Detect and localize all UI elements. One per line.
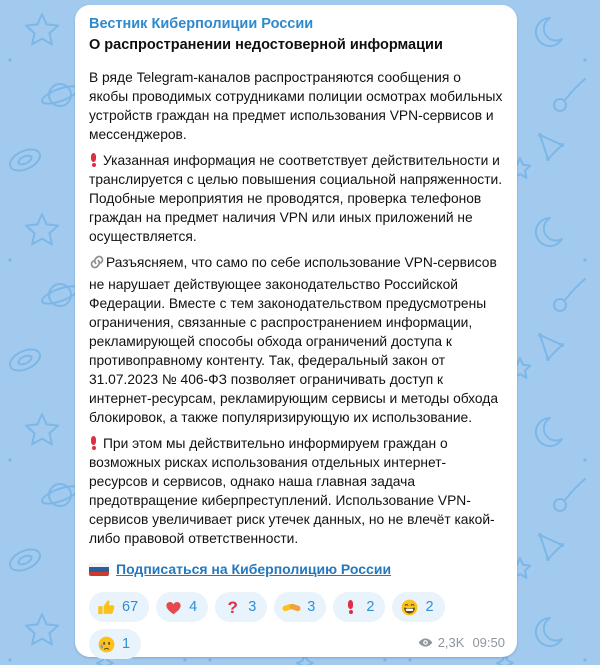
reaction-crying[interactable] — [89, 629, 141, 659]
link-icon — [89, 254, 105, 275]
reaction-exclamation[interactable] — [333, 592, 385, 622]
message-time: 09:50 — [472, 635, 505, 650]
message-bubble — [75, 5, 517, 657]
russia-flag-icon — [89, 563, 109, 576]
red-heart-icon — [164, 598, 183, 617]
thumbs-up-icon — [97, 598, 116, 617]
paragraph-4-text: При этом мы действительно информируем граждан о возможных рисках использования отдельных интернет-ресурсов и сервисов, однако наша главная задача предотвращение киберпреступлений. Использование VPN-сервисов увеличивает риск утечек данных, но не влечёт какой-либо правовой ответственности. — [89, 436, 495, 546]
reaction-count: 2 — [366, 599, 375, 615]
reaction-thumbs-up[interactable] — [89, 592, 149, 622]
message-meta — [418, 635, 505, 650]
reaction-count: 3 — [248, 599, 257, 615]
paragraph-4 — [89, 434, 503, 548]
red-exclamation-icon — [91, 436, 96, 450]
reaction-count: 1 — [122, 636, 131, 652]
reaction-grinning[interactable] — [392, 592, 444, 622]
paragraph-3-text: Разъясняем, что само по себе использование VPN-сервисов не нарушает действующее законодательство Российской Федерации. Вместе с тем законодательством предусмотрены ограничения, связанные с распространением информации, рекламирующей способы обхода ограничений доступа к противоправному контенту. Так, федеральный закон от 31.07.2023 № 406-ФЗ позволяет ограничивать доступ к интернет-ресурсам, рекламирующим сервисы и методы обхода блокировок, а также популяризирующую их использование. — [89, 255, 499, 425]
reaction-count: 3 — [307, 599, 316, 615]
subscribe-link[interactable]: Подписаться на Киберполицию России — [116, 561, 392, 577]
red-exclamation-icon — [341, 598, 360, 617]
paragraph-2 — [89, 151, 503, 246]
crying-face-icon — [97, 635, 116, 654]
reaction-question-mark[interactable] — [215, 592, 267, 622]
paragraph-3 — [89, 253, 503, 427]
red-question-mark-icon: ? — [227, 597, 238, 617]
grinning-face-icon — [400, 598, 419, 617]
reaction-handshake[interactable] — [274, 592, 326, 622]
channel-name[interactable]: Вестник Киберполиции России — [89, 16, 314, 32]
views-count: 2,3K — [437, 635, 465, 650]
subscribe-row — [89, 560, 503, 579]
paragraph-2-text: Указанная информация не соответствует действительности и транслируется с целью повышения социальной напряженности. Подобные мероприятия не проводятся, проверка телефонов граждан на предмет наличия VPN или иных приложений не осуществляется. — [89, 153, 503, 244]
post-title: О распространении недостоверной информации — [89, 37, 443, 53]
reaction-count: 2 — [425, 599, 434, 615]
paragraph-1 — [89, 68, 503, 144]
reaction-heart[interactable] — [156, 592, 208, 622]
handshake-icon — [282, 598, 301, 617]
reaction-count: 4 — [189, 599, 198, 615]
reaction-count: 67 — [122, 599, 139, 615]
red-exclamation-icon — [91, 153, 96, 167]
paragraph-1-text: В ряде Telegram-каналов распространяются сообщения о якобы проводимых сотрудниками полиции осмотрах мобильных устройств граждан на предмет использования VPN-сервисов и мессенджеров. — [89, 70, 503, 142]
views-eye-icon — [418, 635, 433, 650]
